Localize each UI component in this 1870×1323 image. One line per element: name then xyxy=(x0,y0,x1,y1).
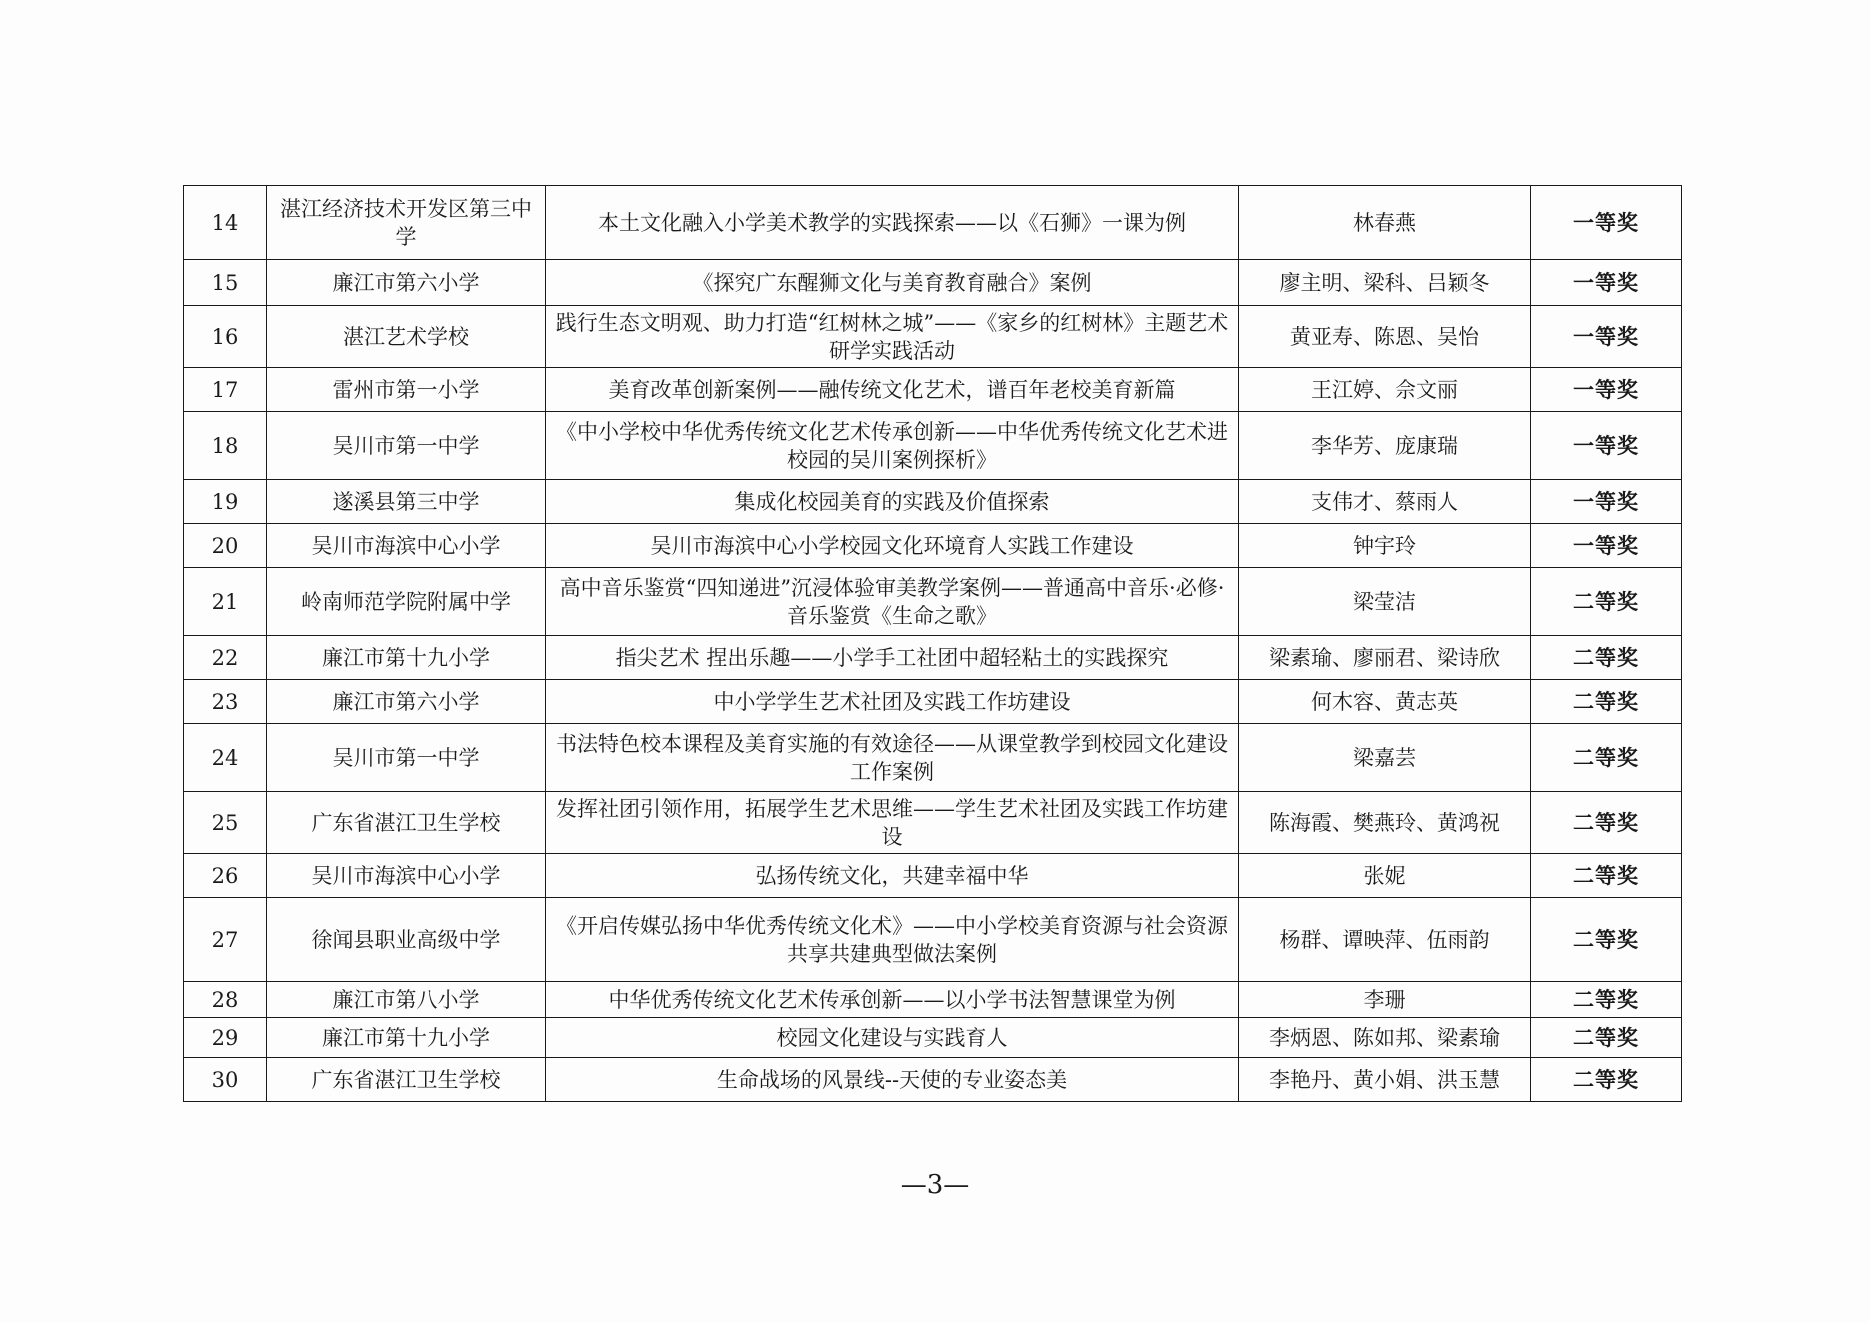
table-row xyxy=(184,368,1682,412)
award-level: 二等奖 xyxy=(1531,636,1682,680)
award-level: 一等奖 xyxy=(1531,186,1682,260)
table-row xyxy=(184,186,1682,260)
school-name: 雷州市第一小学 xyxy=(267,368,546,412)
awards-table-body xyxy=(184,186,1682,1102)
table-row xyxy=(184,524,1682,568)
row-number: 28 xyxy=(184,982,267,1018)
authors: 钟宇玲 xyxy=(1239,524,1531,568)
authors: 张妮 xyxy=(1239,854,1531,898)
case-title: 《中小学校中华优秀传统文化艺术传承创新——中华优秀传统文化艺术进校园的吴川案例探析》 xyxy=(546,412,1239,480)
row-number: 18 xyxy=(184,412,267,480)
case-title: 吴川市海滨中心小学校园文化环境育人实践工作建设 xyxy=(546,524,1239,568)
award-level: 一等奖 xyxy=(1531,368,1682,412)
row-number: 15 xyxy=(184,260,267,306)
award-level: 二等奖 xyxy=(1531,898,1682,982)
row-number: 26 xyxy=(184,854,267,898)
case-title: 弘扬传统文化，共建幸福中华 xyxy=(546,854,1239,898)
row-number: 21 xyxy=(184,568,267,636)
row-number: 27 xyxy=(184,898,267,982)
authors: 李艳丹、黄小娟、洪玉慧 xyxy=(1239,1058,1531,1102)
row-number: 16 xyxy=(184,306,267,368)
table-row xyxy=(184,1018,1682,1058)
row-number: 25 xyxy=(184,792,267,854)
table-row xyxy=(184,480,1682,524)
table-row xyxy=(184,1058,1682,1102)
row-number: 14 xyxy=(184,186,267,260)
authors: 李珊 xyxy=(1239,982,1531,1018)
school-name: 广东省湛江卫生学校 xyxy=(267,792,546,854)
row-number: 22 xyxy=(184,636,267,680)
school-name: 吴川市海滨中心小学 xyxy=(267,854,546,898)
case-title: 校园文化建设与实践育人 xyxy=(546,1018,1239,1058)
case-title: 生命战场的风景线--天使的专业姿态美 xyxy=(546,1058,1239,1102)
award-level: 二等奖 xyxy=(1531,680,1682,724)
table-row xyxy=(184,306,1682,368)
case-title: 集成化校园美育的实践及价值探索 xyxy=(546,480,1239,524)
school-name: 廉江市第八小学 xyxy=(267,982,546,1018)
school-name: 广东省湛江卫生学校 xyxy=(267,1058,546,1102)
page-number: —3— xyxy=(900,1170,970,1200)
award-level: 二等奖 xyxy=(1531,724,1682,792)
case-title: 《开启传媒弘扬中华优秀传统文化术》——中小学校美育资源与社会资源共享共建典型做法案例 xyxy=(546,898,1239,982)
authors: 林春燕 xyxy=(1239,186,1531,260)
case-title: 指尖艺术 捏出乐趣——小学手工社团中超轻粘土的实践探究 xyxy=(546,636,1239,680)
school-name: 徐闻县职业高级中学 xyxy=(267,898,546,982)
case-title: 书法特色校本课程及美育实施的有效途径——从课堂教学到校园文化建设工作案例 xyxy=(546,724,1239,792)
award-level: 二等奖 xyxy=(1531,854,1682,898)
school-name: 遂溪县第三中学 xyxy=(267,480,546,524)
table-row xyxy=(184,792,1682,854)
authors: 王江婷、佘文丽 xyxy=(1239,368,1531,412)
award-level: 一等奖 xyxy=(1531,260,1682,306)
authors: 黄亚寿、陈恩、吴怡 xyxy=(1239,306,1531,368)
case-title: 美育改革创新案例——融传统文化艺术，谱百年老校美育新篇 xyxy=(546,368,1239,412)
table-row xyxy=(184,982,1682,1018)
case-title: 中华优秀传统文化艺术传承创新——以小学书法智慧课堂为例 xyxy=(546,982,1239,1018)
case-title: 《探究广东醒狮文化与美育教育融合》案例 xyxy=(546,260,1239,306)
award-level: 二等奖 xyxy=(1531,792,1682,854)
school-name: 吴川市第一中学 xyxy=(267,412,546,480)
award-level: 二等奖 xyxy=(1531,982,1682,1018)
table-row xyxy=(184,260,1682,306)
school-name: 吴川市海滨中心小学 xyxy=(267,524,546,568)
row-number: 23 xyxy=(184,680,267,724)
school-name: 廉江市第十九小学 xyxy=(267,1018,546,1058)
table-row xyxy=(184,854,1682,898)
award-level: 一等奖 xyxy=(1531,524,1682,568)
authors: 李炳恩、陈如邦、梁素瑜 xyxy=(1239,1018,1531,1058)
award-level: 一等奖 xyxy=(1531,306,1682,368)
authors: 梁莹洁 xyxy=(1239,568,1531,636)
award-level: 二等奖 xyxy=(1531,568,1682,636)
table-row xyxy=(184,724,1682,792)
awards-table xyxy=(183,185,1682,1102)
school-name: 廉江市第六小学 xyxy=(267,260,546,306)
school-name: 湛江艺术学校 xyxy=(267,306,546,368)
authors: 廖主明、梁科、吕颖冬 xyxy=(1239,260,1531,306)
school-name: 吴川市第一中学 xyxy=(267,724,546,792)
case-title: 高中音乐鉴赏“四知递进”沉浸体验审美教学案例——普通高中音乐·必修·音乐鉴赏《生命之歌》 xyxy=(546,568,1239,636)
authors: 李华芳、庞康瑞 xyxy=(1239,412,1531,480)
case-title: 践行生态文明观、助力打造“红树林之城”——《家乡的红树林》主题艺术研学实践活动 xyxy=(546,306,1239,368)
case-title: 本土文化融入小学美术教学的实践探索——以《石狮》一课为例 xyxy=(546,186,1239,260)
school-name: 湛江经济技术开发区第三中学 xyxy=(267,186,546,260)
row-number: 30 xyxy=(184,1058,267,1102)
row-number: 24 xyxy=(184,724,267,792)
table-row xyxy=(184,412,1682,480)
award-level: 一等奖 xyxy=(1531,412,1682,480)
table-row xyxy=(184,636,1682,680)
authors: 梁嘉芸 xyxy=(1239,724,1531,792)
case-title: 发挥社团引领作用，拓展学生艺术思维——学生艺术社团及实践工作坊建设 xyxy=(546,792,1239,854)
case-title: 中小学学生艺术社团及实践工作坊建设 xyxy=(546,680,1239,724)
award-level: 二等奖 xyxy=(1531,1018,1682,1058)
authors: 何木容、黄志英 xyxy=(1239,680,1531,724)
authors: 梁素瑜、廖丽君、梁诗欣 xyxy=(1239,636,1531,680)
award-level: 二等奖 xyxy=(1531,1058,1682,1102)
school-name: 岭南师范学院附属中学 xyxy=(267,568,546,636)
award-level: 一等奖 xyxy=(1531,480,1682,524)
row-number: 20 xyxy=(184,524,267,568)
school-name: 廉江市第六小学 xyxy=(267,680,546,724)
school-name: 廉江市第十九小学 xyxy=(267,636,546,680)
table-row xyxy=(184,680,1682,724)
row-number: 19 xyxy=(184,480,267,524)
authors: 陈海霞、樊燕玲、黄鸿祝 xyxy=(1239,792,1531,854)
authors: 杨群、谭映萍、伍雨韵 xyxy=(1239,898,1531,982)
authors: 支伟才、蔡雨人 xyxy=(1239,480,1531,524)
table-row xyxy=(184,898,1682,982)
table-row xyxy=(184,568,1682,636)
row-number: 29 xyxy=(184,1018,267,1058)
row-number: 17 xyxy=(184,368,267,412)
